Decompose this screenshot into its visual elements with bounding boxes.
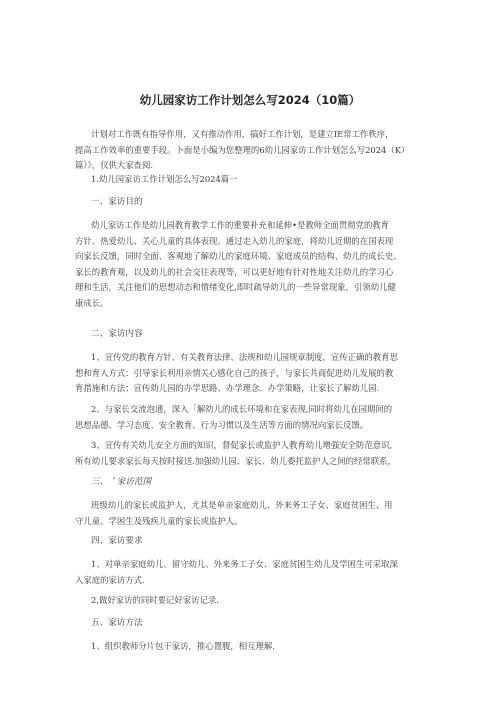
section-title-text: 1.幼儿园家访工作计划怎么写2024篇一 [91, 174, 238, 184]
paragraph-line: 幼儿家访工作是幼儿园教育教学工作的重要补充和延伸•是教师全面贯彻党的教育 [91, 220, 390, 230]
intro-line: 计划对工作既有指导作用，又有推动作用，搞好工作计划，是建立IE常工作秩序， [91, 129, 394, 139]
heading-purpose [75, 195, 427, 211]
section-title [75, 172, 427, 188]
paragraph-line: 想和育人方式：引导家长利用亲情关心感化自己的孩子，与家长共商促进幼儿发展的教 [75, 367, 394, 378]
heading-content [75, 327, 427, 343]
heading-requirements-text: 四、家访要求 [91, 536, 143, 546]
paragraph-line: 3、宣传有关幼儿安全方面的知识，督促家长或监护人教育幼儿增强安全防范意识, [91, 440, 393, 450]
intro-line: 提高工作效率的重要手段。卜面是小编为您整理的6幼儿园家访工作计划怎么写2024（K） [75, 144, 410, 155]
heading-purpose-text: 一、家访目的 [91, 197, 143, 207]
paragraph-line: 理和生活，关注他们的思想动态和情绪变化,即时疏导幼儿的一些异常现象，引领幼儿健 [75, 282, 396, 292]
purpose-paragraph [75, 218, 427, 311]
method-item-1 [75, 639, 427, 655]
paragraph-line: 家长的教育观，以及幼儿的社会交往表现等，可以更好地有针对性地关注幼儿的学习心 [75, 266, 394, 277]
paragraph-line: 1、宣传党的教育方针、有关教育法律、法规和幼儿园规章制度，宣传正确的教育思 [91, 352, 398, 362]
heading-methods [75, 616, 427, 632]
paragraph-line: 班级幼儿的家长或监护人，尤其是单亲家庭幼儿、外来务工子女、家庭贫困生、用 [91, 500, 393, 510]
heading-requirements [75, 534, 427, 550]
scope-paragraph [75, 498, 427, 529]
intro-paragraph [75, 127, 427, 174]
paragraph-line: 2,做好家访的同时要记好家访记录. [91, 595, 219, 605]
paragraph-line: 守儿童、学困生及残疾儿童的家长或监护人。 [75, 515, 243, 526]
heading-content-text: 二、家访内容 [91, 329, 143, 339]
paragraph-line: 所有幼儿要求家长每天按时接送.加强幼儿园、家长、幼儿委托监护人之间的经常联系， [75, 455, 396, 466]
page-title: 幼儿园家访工作计划怎么写2024（10篇） [139, 93, 361, 107]
paragraph-line: 2、与家长交流泡通，深入「解幼儿的成长环境和在家表现,同时将幼儿在园期间的 [91, 404, 393, 414]
content-item-3 [75, 438, 427, 469]
requirement-item-1 [75, 557, 427, 588]
heading-scope [75, 475, 427, 491]
paragraph-line: 思想品德、学习态度、安全教育、行为习惯以及生活等方面的情况向家长反馈。 [75, 419, 369, 430]
intro-line: 篇）》，仅供大家查阅. [75, 160, 154, 170]
paragraph-line: 向家长反馈，同时全面、客观地了解幼儿的家庭环境、家庭成员的结构、幼儿的成长史、 [75, 251, 402, 261]
paragraph-line: 方针、热爱幼儿、关心儿童的具体表现。通过走入幼儿的家庭，将幼儿近期的在国表现 [75, 235, 394, 246]
paragraph-line: 康成长。 [75, 297, 109, 308]
heading-methods-text: 五、家访方法 [91, 618, 143, 628]
paragraph-line: 1、对单亲家庭幼儿、留守幼儿、外来务工子女、家庭贫困生幼儿及学困生可采取深 [91, 559, 398, 569]
content-item-2 [75, 402, 427, 433]
requirement-item-2 [75, 593, 427, 609]
paragraph-line: 1、组织教师分片包干家访，推心置腹，相互理解. [91, 641, 275, 651]
paragraph-line: 育措施和方法；宣传幼儿园的办学思路、办学理念、办学策略，让家长了解幼儿园. [75, 383, 380, 393]
heading-scope-text: 三、＇家访范围 [91, 477, 152, 487]
paragraph-line: 入家庭的家访方式. [75, 574, 145, 585]
content-item-1 [75, 350, 427, 397]
